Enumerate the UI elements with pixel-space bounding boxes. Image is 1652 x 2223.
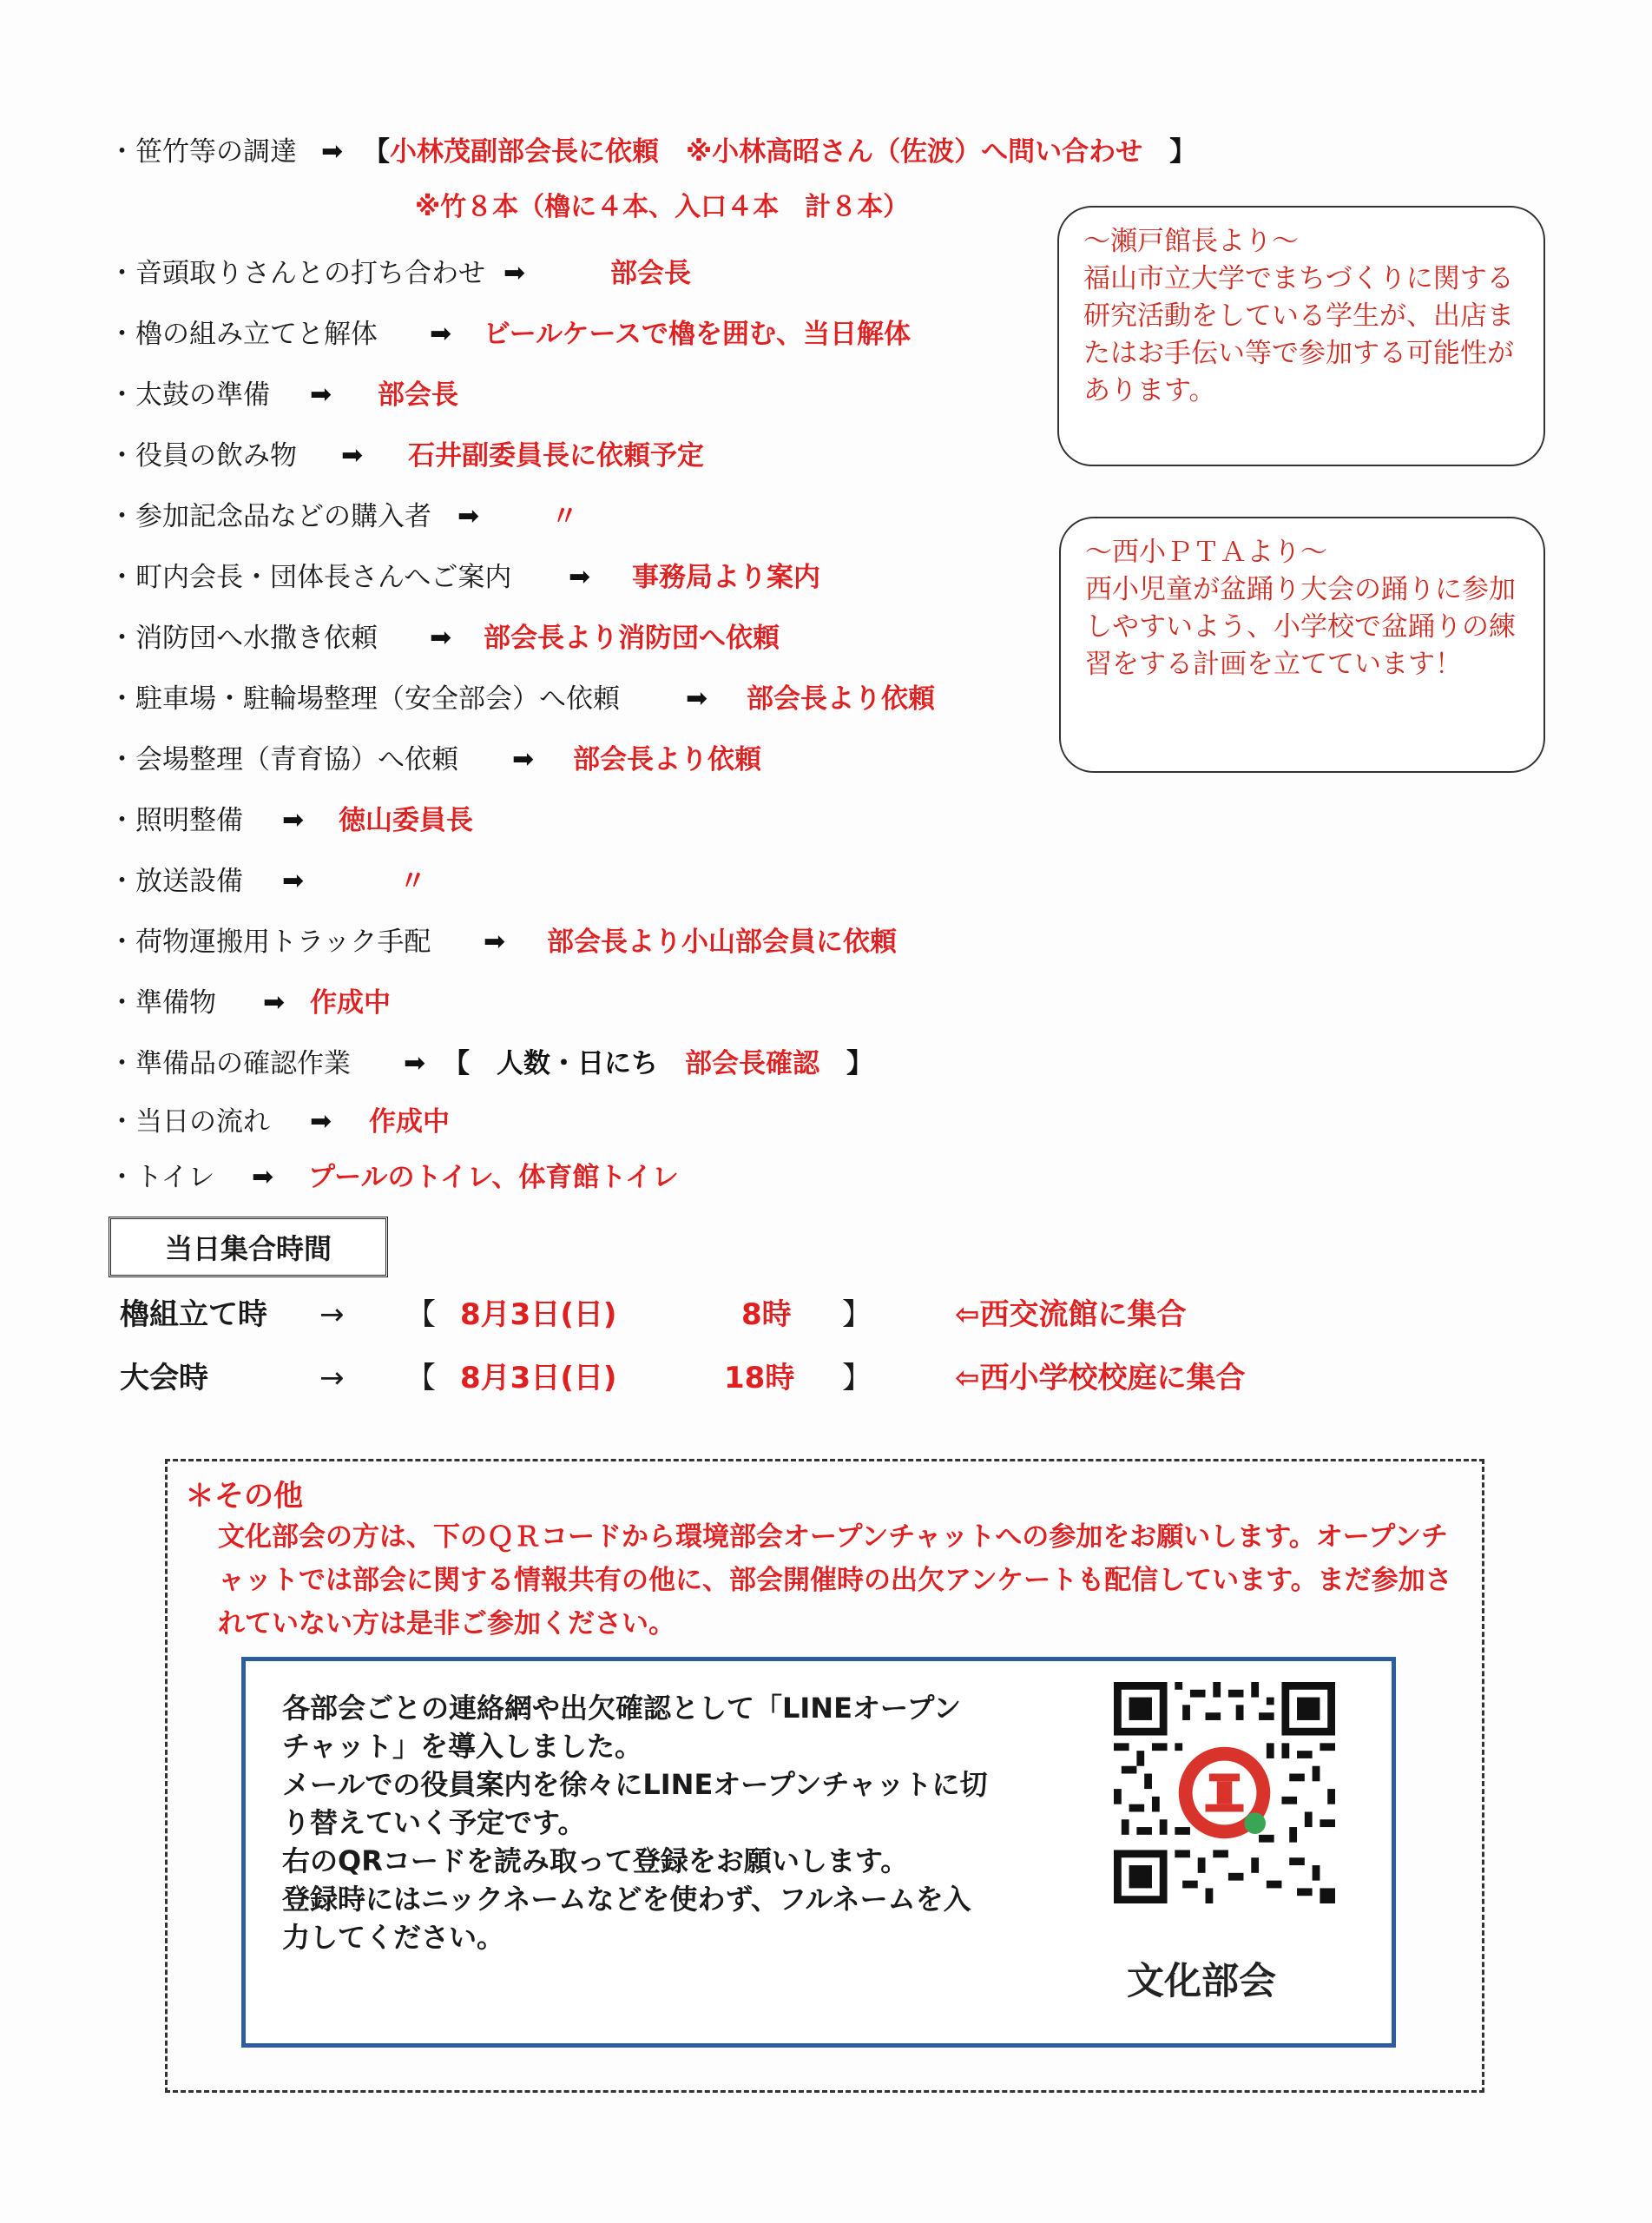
right-arrow-icon: ➡	[512, 744, 535, 775]
task-result: 部会長	[378, 379, 458, 411]
right-arrow-icon: ➡	[404, 1048, 426, 1079]
other-title: ＊その他	[185, 1479, 303, 1514]
task-label: ・荷物運搬用トラック手配	[109, 927, 431, 958]
task-result: 〃	[551, 501, 578, 532]
line-openchat-box	[241, 1657, 1396, 2048]
task-row	[109, 851, 1029, 912]
task-row	[109, 912, 1029, 973]
task-row	[109, 790, 1029, 851]
note-title: ～西小ＰＴＡより～	[1085, 537, 1327, 568]
task-result: 小林茂副部会長に依頼 ※小林高昭さん（佐波）へ問い合わせ	[390, 136, 1143, 168]
note-body: 西小児童が盆踊り大会の踊りに参加しやすいよう、小学校で盆踊りの練習をする計画を立てています！	[1085, 574, 1516, 680]
bracket-close: 】	[1169, 136, 1197, 168]
assembly-date: 8月3日(日)	[460, 1361, 617, 1395]
task-row	[109, 1094, 1029, 1150]
task-label: ・準備物	[109, 987, 216, 1019]
task-result: 事務局より案内	[632, 562, 820, 593]
line-text-line: 登録時にはニックネームなどを使わず、フルネームを入	[282, 1883, 971, 1916]
task-result: 作成中	[369, 1106, 450, 1138]
task-row	[109, 729, 1029, 790]
task-label: ・トイレ	[109, 1162, 215, 1193]
other-section	[165, 1459, 1484, 2093]
task-row	[109, 1150, 1029, 1205]
assembly-title: 当日集合時間	[109, 1217, 388, 1277]
right-arrow-icon: →	[319, 1297, 345, 1332]
task-row	[109, 243, 1029, 304]
task-row	[109, 122, 1197, 182]
task-label: ・当日の流れ	[109, 1106, 270, 1138]
signature: 文化部会	[1127, 1960, 1276, 2003]
assembly-place: ⇦西交流館に集合	[955, 1297, 1187, 1332]
line-instructions	[282, 1689, 1081, 1956]
other-body: 文化部会の方は、下のＱＲコードから環境部会オープンチャットへの参加をお願いします。オープンチャットでは部会に関する情報共有の他に、部会開催時の出欠アンケートも配信しています。まだ参加されていない方は是非ご参加ください。	[218, 1521, 1452, 1639]
task-result: 部会長より依頼	[573, 744, 761, 775]
task-result: 部会長より依頼	[747, 683, 935, 715]
line-text-line: メールでの役員案内を徐々にLINEオープンチャットに切	[282, 1768, 988, 1801]
assembly-time: 8時	[741, 1297, 792, 1332]
task-label: ・太鼓の準備	[109, 379, 270, 411]
assembly-place: ⇦西小学校校庭に集合	[955, 1361, 1246, 1395]
assembly-row	[120, 1289, 1335, 1341]
task-label: ・役員の飲み物	[109, 440, 297, 472]
bracket-open: 【	[406, 1361, 436, 1395]
note-body: 福山市立大学でまちづくりに関する研究活動をしている学生が、出店またはお手伝い等で参加する可能性があります。	[1083, 263, 1514, 406]
task-result: ビールケースで櫓を囲む、当日解体	[484, 319, 911, 350]
task-row	[109, 608, 1029, 669]
right-arrow-icon: ➡	[341, 440, 364, 471]
note-box-seto	[1057, 206, 1545, 466]
right-arrow-icon: ➡	[430, 623, 452, 653]
right-arrow-icon: ➡	[321, 136, 344, 167]
task-label: ・笹竹等の調達	[109, 136, 297, 168]
note-box-pta	[1059, 517, 1545, 773]
task-subject: 人数・日にち	[497, 1048, 658, 1079]
task-row	[109, 365, 1029, 425]
assembly-time: 18時	[724, 1361, 795, 1395]
task-row	[109, 547, 1029, 608]
task-result: 部会長	[610, 258, 691, 289]
bracket-open: 【	[406, 1297, 436, 1332]
task-label: ・町内会長・団体長さんへご案内	[109, 562, 512, 593]
note-title: ～瀬戸館長より～	[1083, 226, 1299, 257]
bamboo-note: ※竹８本（櫓に４本、入口４本 計８本）	[415, 192, 910, 222]
task-label: ・放送設備	[109, 866, 243, 897]
task-label: ・駐車場・駐輪場整理（安全部会）へ依頼	[109, 683, 620, 715]
right-arrow-icon: ➡	[310, 379, 332, 410]
task-row	[109, 973, 1029, 1033]
task-row	[109, 425, 1029, 486]
right-arrow-icon: ➡	[263, 987, 286, 1018]
line-text-line: 力してください。	[282, 1921, 505, 1954]
task-row	[109, 1033, 1029, 1094]
right-arrow-icon: ➡	[686, 683, 708, 714]
task-label: ・音頭取りさんとの打ち合わせ	[109, 258, 485, 289]
task-result: 石井副委員長に依頼予定	[408, 440, 704, 472]
right-arrow-icon: ➡	[484, 927, 506, 957]
right-arrow-icon: ➡	[503, 258, 526, 288]
task-result: 〃	[399, 866, 426, 897]
task-row	[109, 669, 1029, 729]
task-label: ・照明整備	[109, 805, 243, 836]
assembly-label: 大会時	[120, 1361, 208, 1395]
task-result: 部会長より小山部会員に依頼	[547, 927, 897, 958]
task-result: 徳山委員長	[339, 805, 473, 836]
task-label: ・参加記念品などの購入者	[109, 501, 431, 532]
bracket-close: 】	[842, 1297, 872, 1332]
task-result: 作成中	[310, 987, 391, 1019]
task-result: プールのトイレ、体育館トイレ	[308, 1162, 679, 1193]
task-result: 部会長確認	[685, 1048, 819, 1079]
task-label: ・準備品の確認作業	[109, 1048, 351, 1079]
line-text-line: 各部会ごとの連絡網や出欠確認として「LINEオープン	[282, 1692, 962, 1725]
line-text-line: チャット」を導入しました。	[282, 1730, 643, 1763]
assembly-label: 櫓組立て時	[120, 1297, 267, 1332]
line-text-line: り替えていく予定です。	[282, 1806, 586, 1839]
bracket-close: 】	[846, 1048, 873, 1079]
qr-code-icon[interactable]	[1114, 1682, 1335, 1903]
assembly-row	[120, 1352, 1335, 1404]
right-arrow-icon: →	[319, 1361, 345, 1395]
bracket-open: 【	[443, 1048, 470, 1079]
right-arrow-icon: ➡	[282, 805, 305, 835]
bracket-close: 】	[842, 1361, 872, 1395]
task-label: ・会場整理（青育協）へ依頼	[109, 744, 458, 775]
right-arrow-icon: ➡	[252, 1162, 274, 1192]
task-row	[109, 304, 1029, 365]
right-arrow-icon: ➡	[430, 319, 452, 349]
assembly-date: 8月3日(日)	[460, 1297, 617, 1332]
right-arrow-icon: ➡	[569, 562, 591, 592]
bracket-open: 【	[363, 136, 390, 168]
line-text-line: 右のQRコードを読み取って登録をお願いします。	[282, 1844, 909, 1877]
task-row	[109, 486, 1029, 547]
task-label: ・櫓の組み立てと解体	[109, 319, 378, 350]
right-arrow-icon: ➡	[457, 501, 480, 531]
right-arrow-icon: ➡	[310, 1106, 332, 1137]
task-label: ・消防団へ水撒き依頼	[109, 623, 378, 654]
right-arrow-icon: ➡	[282, 866, 305, 896]
task-result: 部会長より消防団へ依頼	[484, 623, 780, 654]
